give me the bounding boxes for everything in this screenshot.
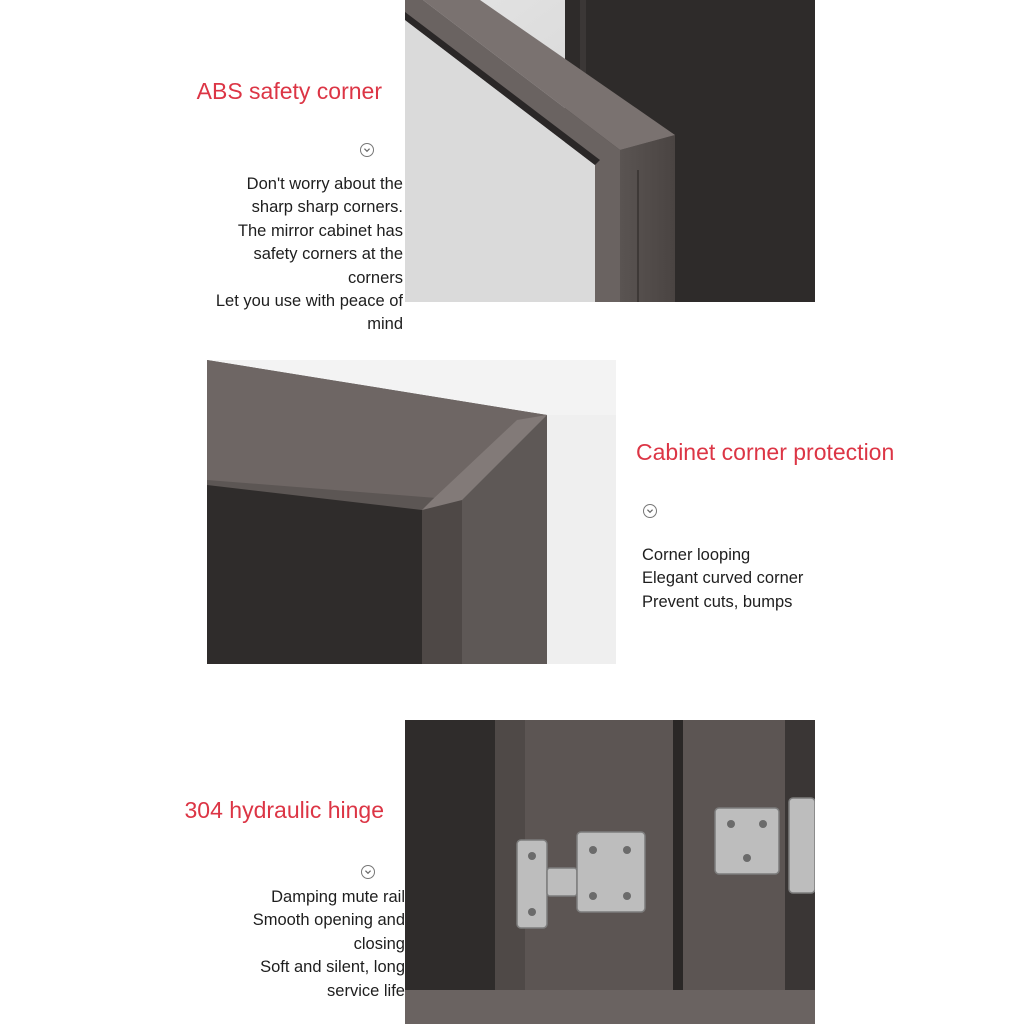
description-line: Corner looping — [642, 546, 751, 564]
description-line: Prevent cuts, bumps — [642, 592, 793, 611]
description-line: safety corners at the — [253, 245, 403, 264]
description-line: service life — [327, 981, 405, 1000]
feature-title-cabinet-corner-protection: Cabinet corner protection — [636, 439, 895, 465]
mirror-corner-photo — [405, 0, 815, 302]
hydraulic-hinge-photo — [405, 720, 815, 1024]
feature-description-cabinet-corner-protection — [642, 544, 803, 614]
chevron-down-circle-icon — [643, 504, 657, 518]
chevron-down-circle-icon — [360, 143, 374, 157]
description-line: mind — [367, 315, 403, 334]
chevron-down-circle-icon — [361, 865, 375, 879]
description-line: Don't worry about the — [246, 175, 403, 193]
feature-title-304-hydraulic-hinge: 304 hydraulic hinge — [184, 797, 384, 823]
description-line: corners — [347, 268, 403, 287]
feature-description-abs-safety-corner — [216, 173, 403, 337]
description-line: closing — [353, 934, 405, 953]
description-line: sharp sharp corners. — [251, 198, 403, 217]
feature-description-304-hydraulic-hinge — [253, 886, 405, 1003]
description-line: Soft and silent, long — [260, 958, 405, 977]
description-line: Let you use with peace of — [215, 292, 403, 311]
cabinet-corner-photo — [207, 360, 616, 664]
description-line: Smooth opening and — [252, 911, 405, 930]
feature-title-abs-safety-corner: ABS safety corner — [196, 78, 382, 104]
description-line: Damping mute rail — [271, 888, 405, 906]
description-line: The mirror cabinet has — [237, 221, 403, 240]
description-line: Elegant curved corner — [642, 569, 804, 588]
